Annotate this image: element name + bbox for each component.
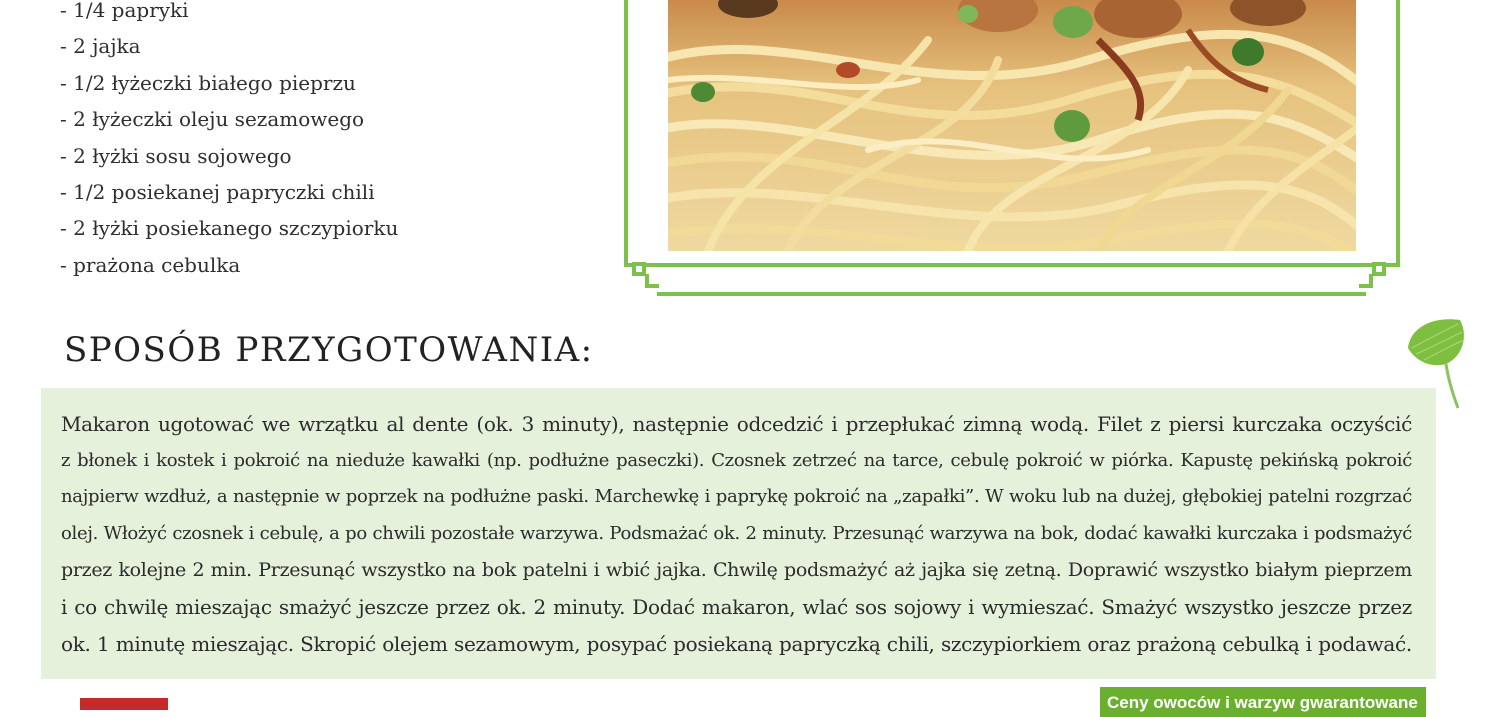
photo-frame-bottom [657,292,1366,296]
method-line: i co chwilę mieszając smażyć jeszcze przez ok. 2 minuty. Dodać makaron, wlać sos sojowy i wymieszać. Smażyć wszystko jeszcze przez [61,594,1412,619]
price-guarantee-badge: Ceny owoców i warzyw gwarantowane [1100,687,1426,717]
red-logo-block [80,698,168,710]
method-line: ok. 1 minutę mieszając. Skropić olejem sezamowym, posypać posiekaną papryczką chili, szczypiorkiem oraz prażoną cebulką i podawać. [61,631,1412,656]
noodle-dish-image [668,0,1356,251]
method-line: najpierw wzdłuż, a następnie w poprzek na podłużne paski. Marchewkę i paprykę pokroić na „zapałki”. W woku lub na dużej, głębokiej patelni rozgrzać [61,486,1412,508]
noodle-dish-photo [668,0,1356,251]
ingredients-list [60,0,398,283]
method-line: przez kolejne 2 min. Przesunąć wszystko na bok patelni i wbić jajka. Chwilę podsmażyć aż jajka się zetną. Doprawić wszystko białym pieprzem [61,559,1412,582]
method-line: Makaron ugotować we wrzątku al dente (ok. 3 minuty), następnie odcedzić i przepłukać zimną wodą. Filet z piersi kurczaka oczyścić [61,412,1412,436]
ingredient-item: - 1/2 posiekanej papryczki chili [60,179,375,204]
ingredient-item: - 2 jajka [60,34,141,59]
frame-corner-decoration [1372,262,1386,276]
frame-corner-decoration [645,274,659,288]
ingredient-item: - 2 łyżki sosu sojowego [60,143,292,168]
ingredient-item: - 1/4 papryki [60,0,189,22]
method-heading: SPOSÓB PRZYGOTOWANIA: [64,330,594,370]
ingredient-item: - 2 łyżeczki oleju sezamowego [60,107,365,132]
ingredient-item: - 1/2 łyżeczki białego pieprzu [60,70,356,95]
frame-corner-decoration [632,262,646,276]
method-box [41,388,1436,679]
ingredient-item: - prażona cebulka [60,252,241,277]
method-text [61,406,1412,662]
method-line: olej. Włożyć czosnek i cebulę, a po chwili pozostałe warzywa. Podsmażać ok. 2 minuty. Przesunąć warzywa na bok, dodać kawałki kurczaka i podsmażyć [61,522,1412,544]
ingredient-item: - 2 łyżki posiekanego szczypiorku [60,216,399,241]
method-line: z błonek i kostek i pokroić na nieduże kawałki (np. podłużne paseczki). Czosnek zetrzeć na tarce, cebulę pokroić w piórka. Kapustę pekińską pokroić [61,449,1412,471]
frame-corner-decoration [1359,274,1373,288]
